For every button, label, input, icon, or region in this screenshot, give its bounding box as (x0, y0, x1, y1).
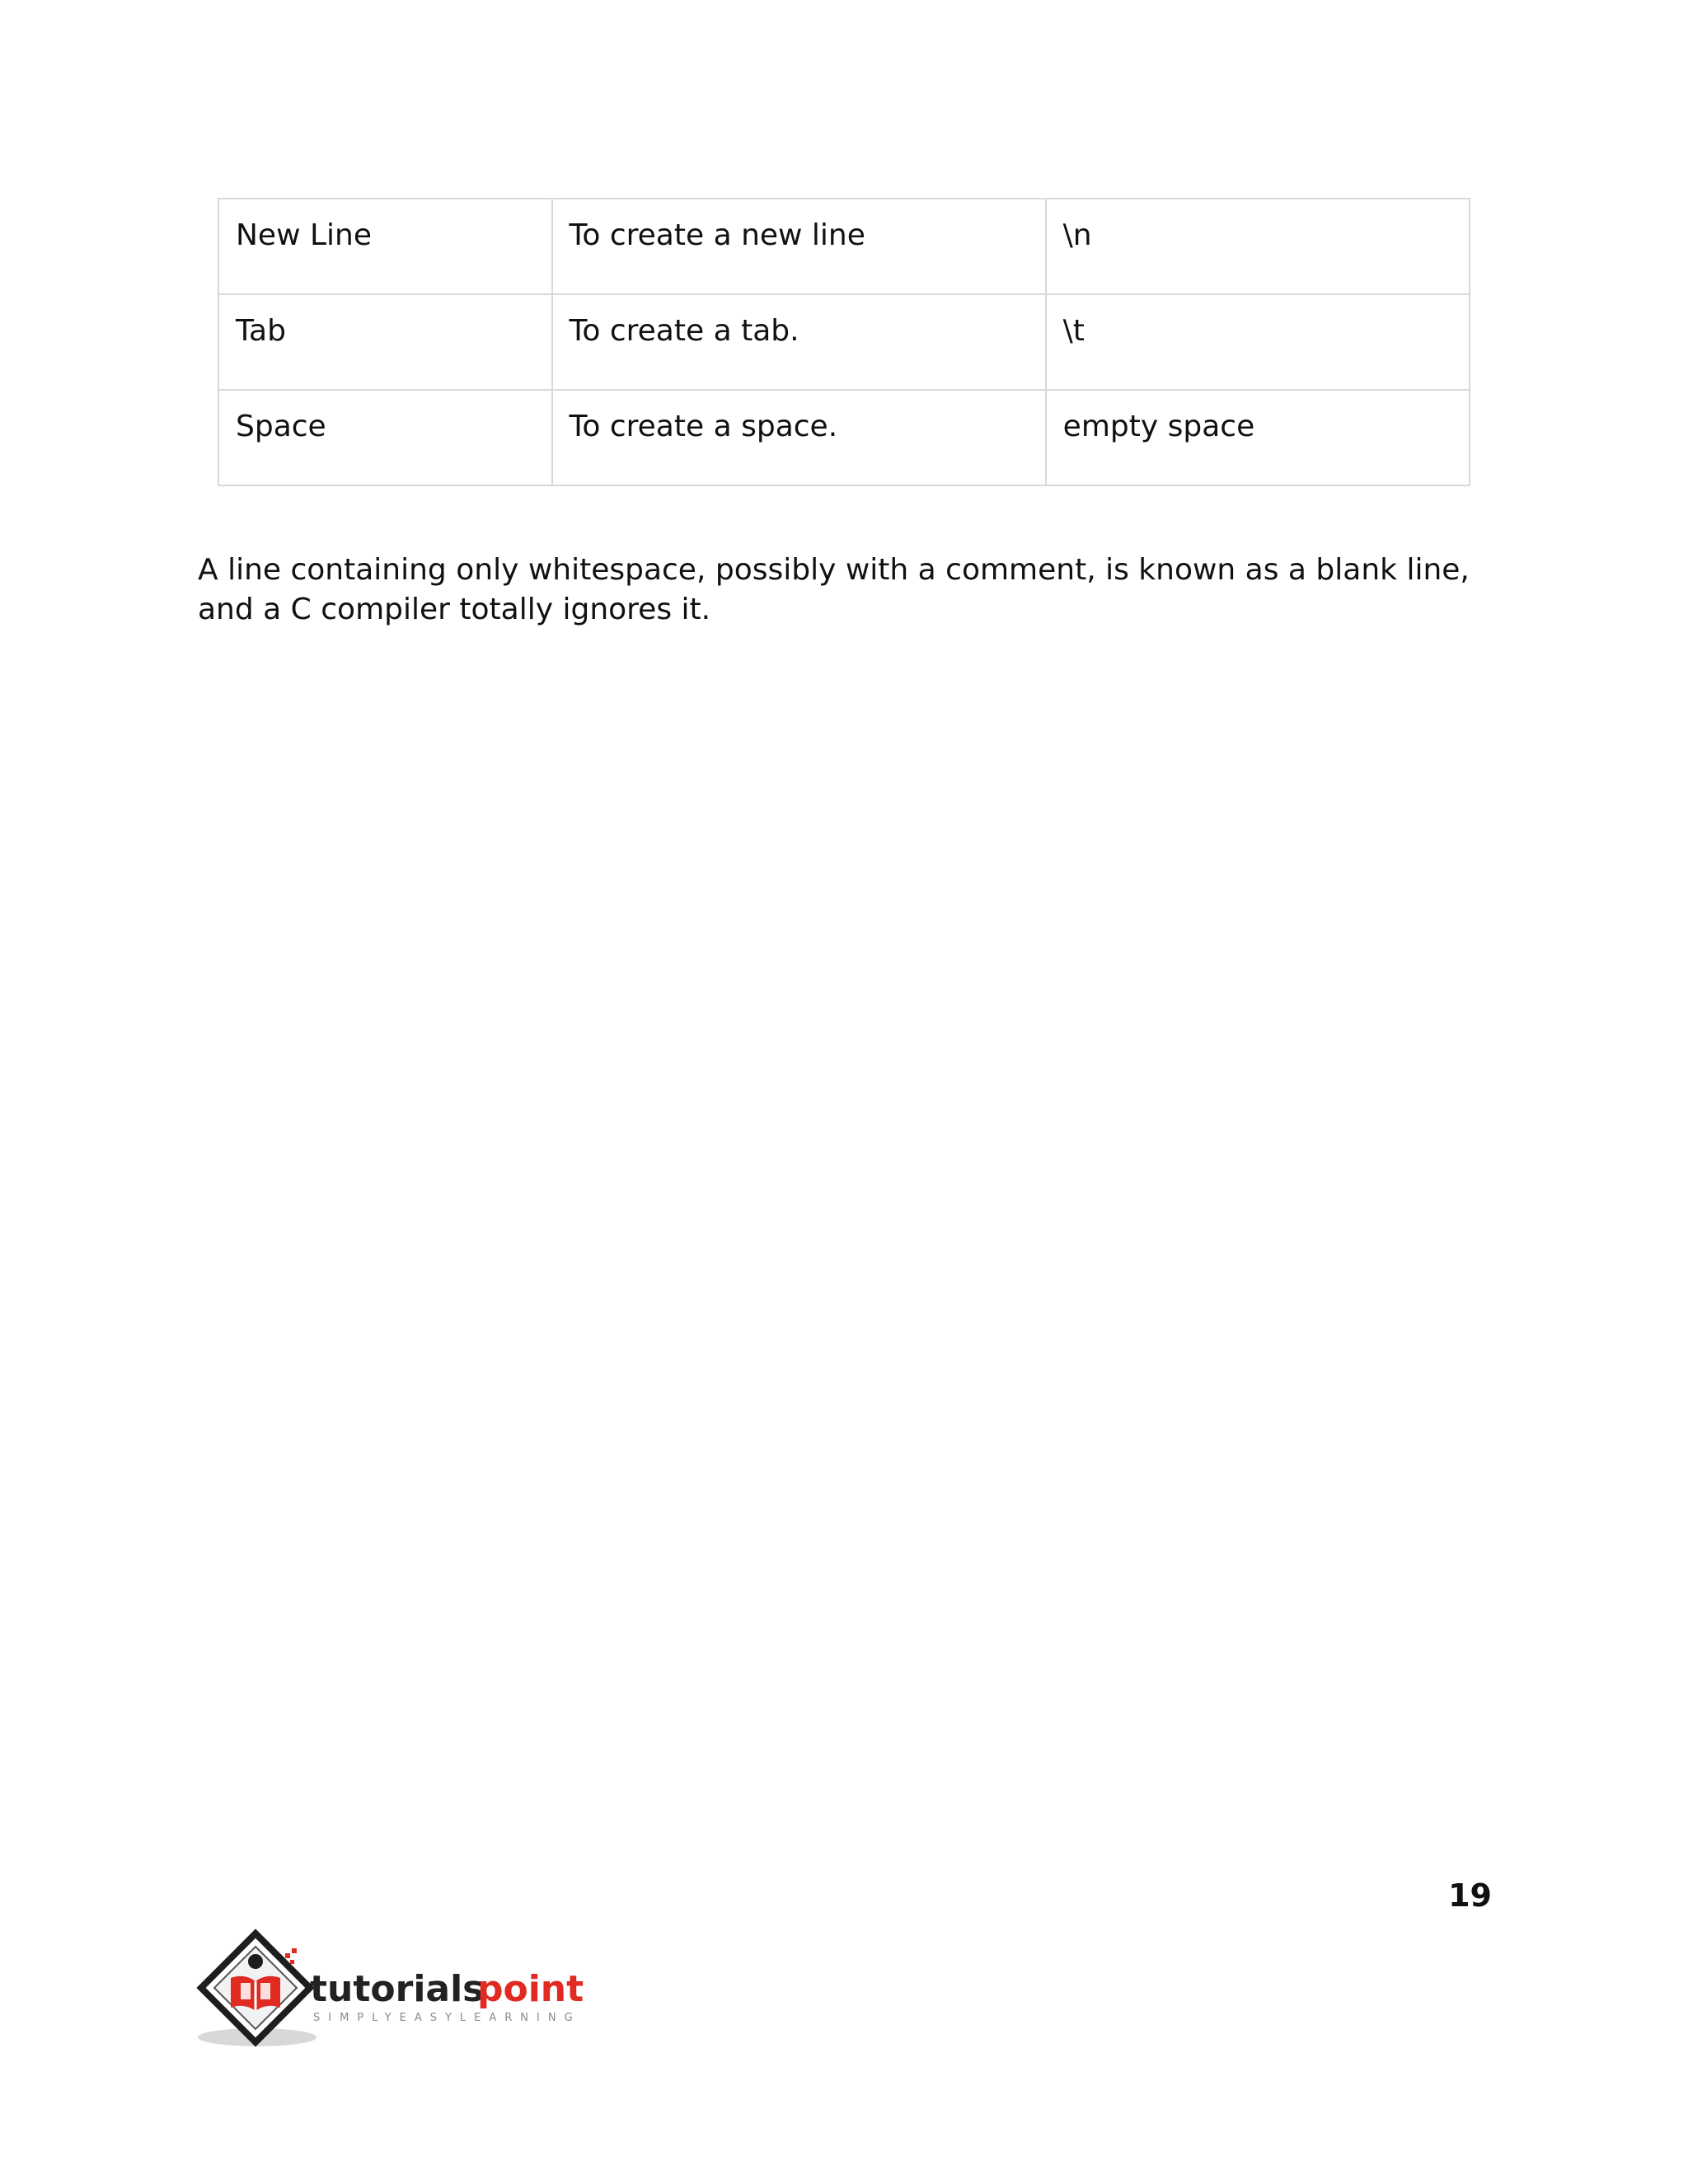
table-cell-code: \t (1046, 294, 1470, 390)
table-cell-name: New Line (218, 199, 552, 294)
table-cell-description: To create a new line (552, 199, 1046, 294)
whitespace-table (218, 198, 1470, 486)
table-cell-code: \n (1046, 199, 1470, 294)
table-cell-code: empty space (1046, 390, 1470, 485)
table-cell-name: Space (218, 390, 552, 485)
table-row (218, 199, 1470, 294)
table-row (218, 294, 1470, 390)
logo-word-tutorials: tutorials (310, 1968, 485, 2010)
table-cell-description: To create a space. (552, 390, 1046, 485)
logo-word-point: point (477, 1968, 584, 2010)
logo-tagline: SIMPLYEASYLEARNING (313, 2012, 581, 2024)
person-icon (248, 1954, 263, 1969)
table-row (218, 390, 1470, 485)
body-paragraph: A line containing only whitespace, possibly with a comment, is known as a blank line, and a C compiler totally ignores it. (198, 553, 1470, 626)
tutorialspoint-logo (193, 1929, 597, 2052)
table-cell-name: Tab (218, 294, 552, 390)
table-cell-description: To create a tab. (552, 294, 1046, 390)
page-number: 19 (1448, 1877, 1492, 1914)
